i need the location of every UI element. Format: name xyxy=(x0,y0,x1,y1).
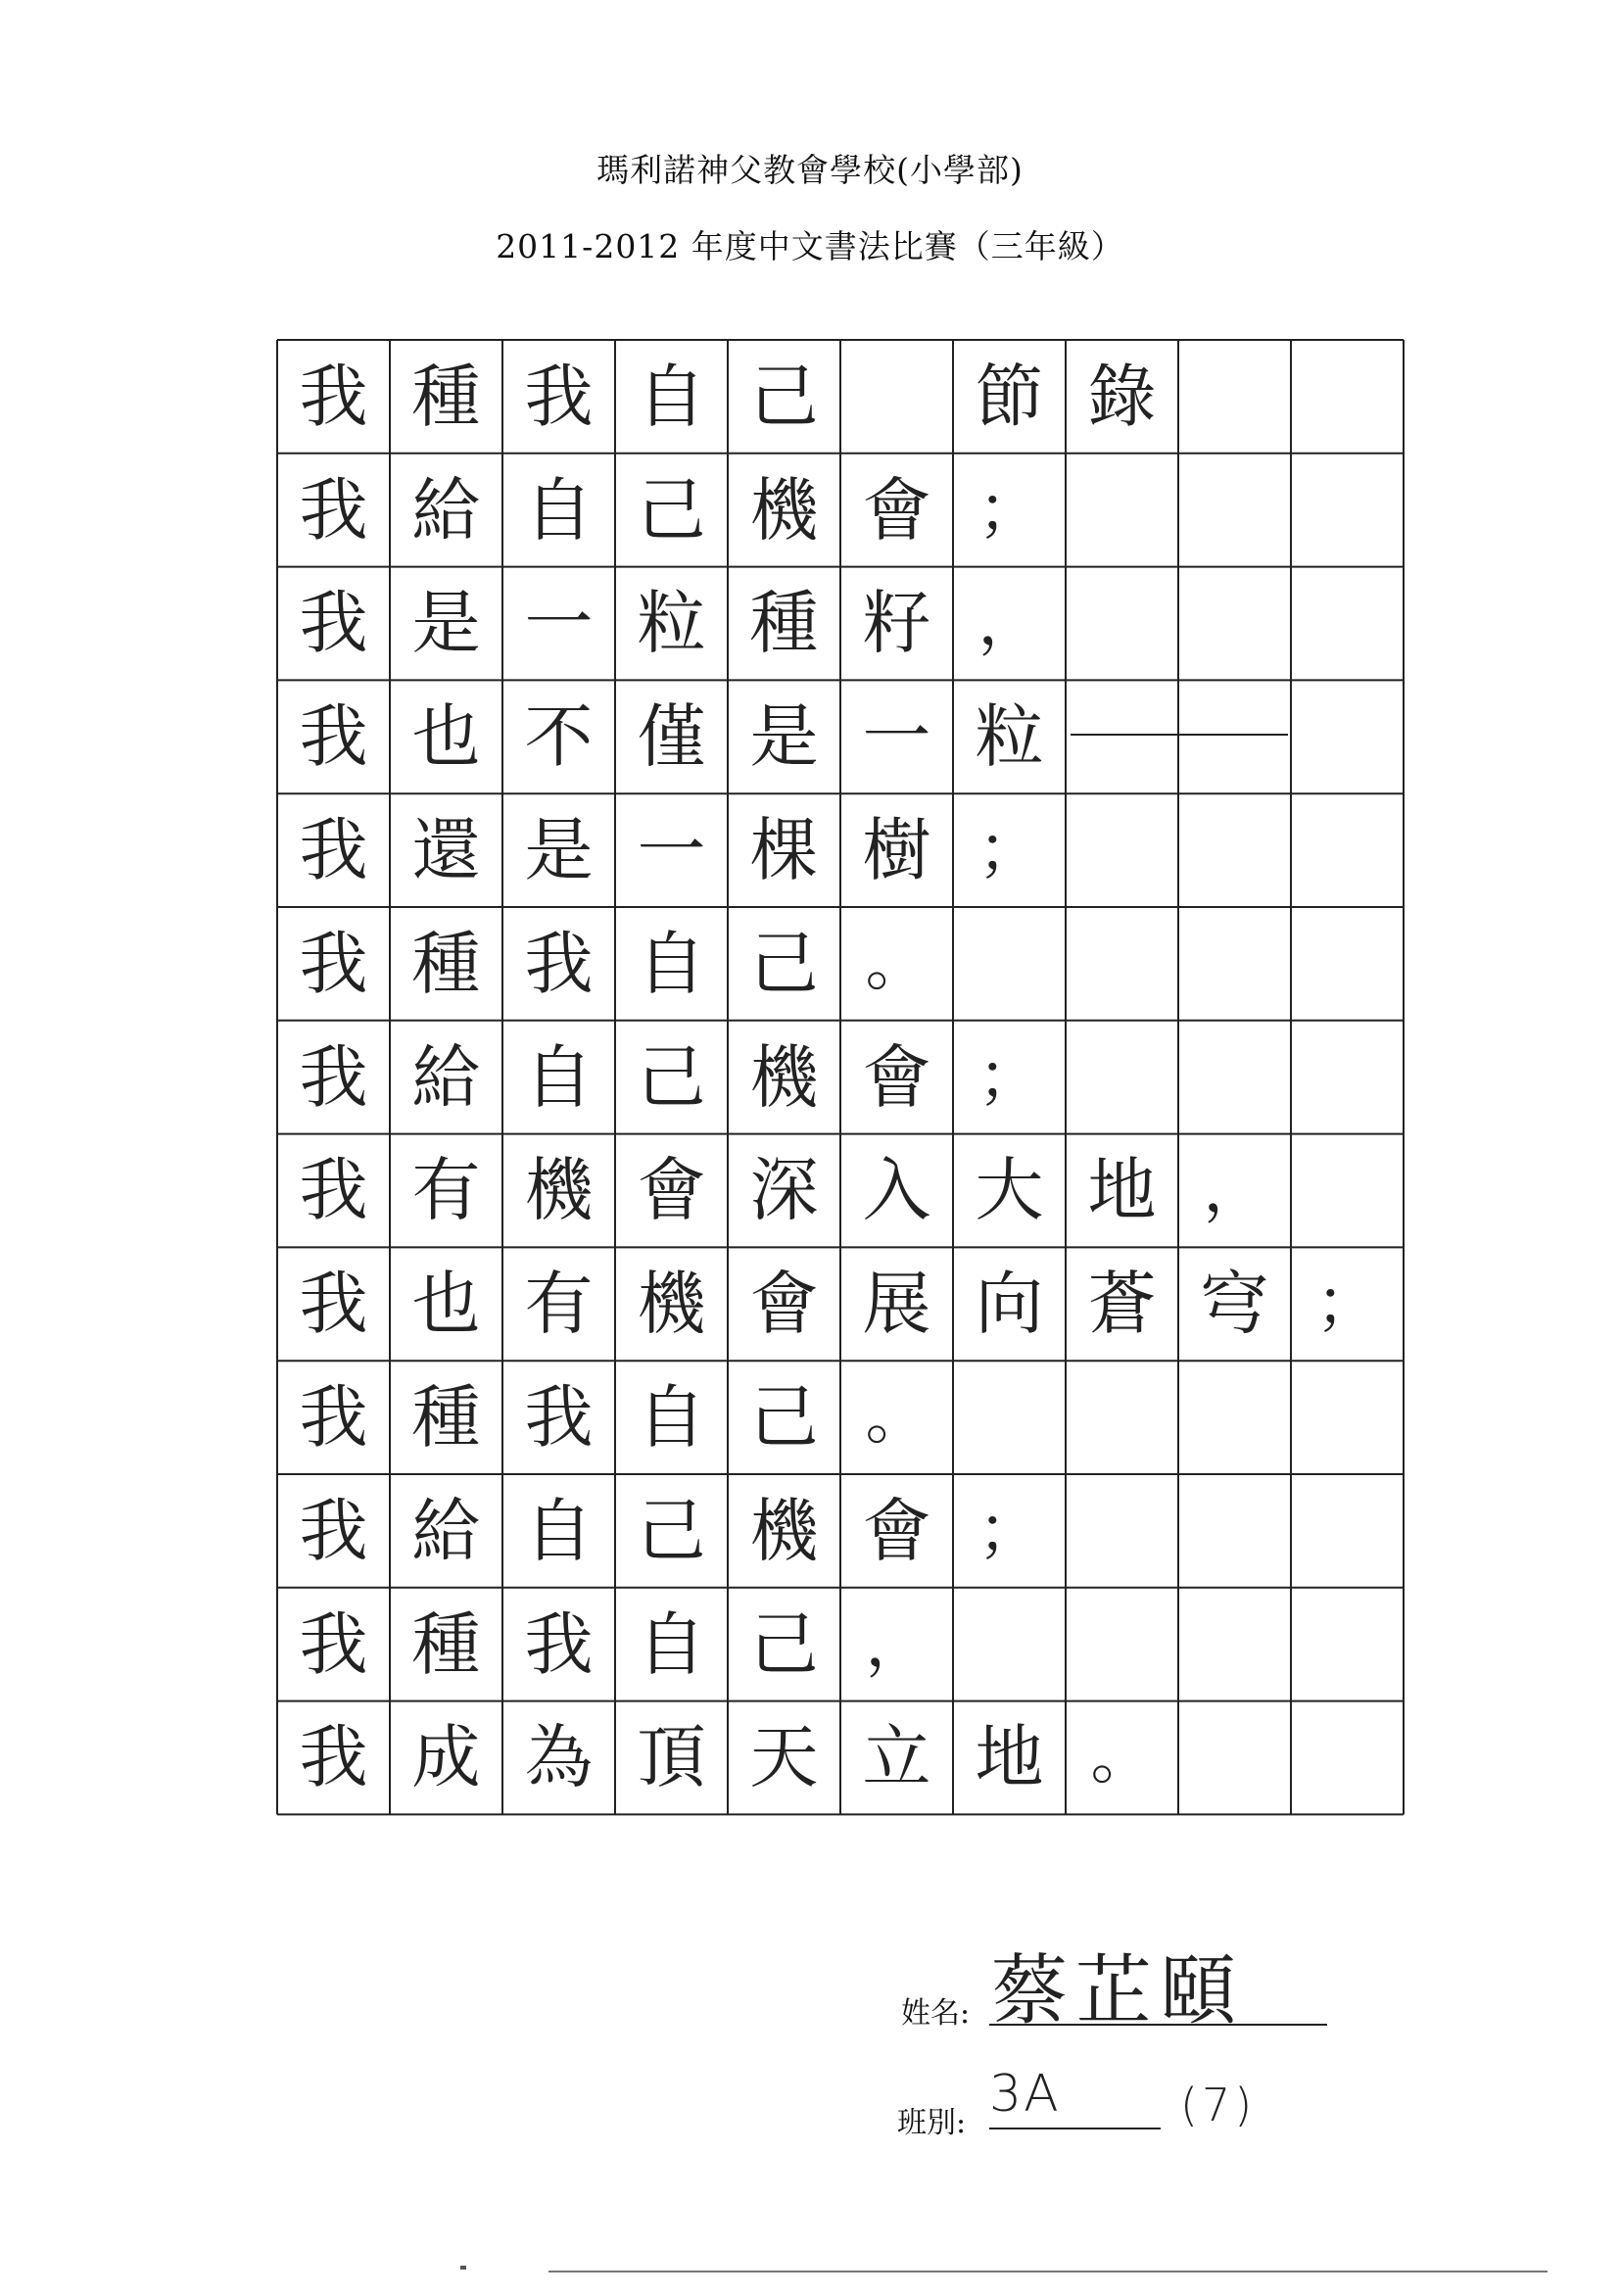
grid-cell: 成 xyxy=(411,1717,481,1798)
grid-cell: 自 xyxy=(637,1603,706,1685)
grid-cell xyxy=(1178,567,1291,681)
grid-cell xyxy=(1178,793,1291,907)
grid-cell: 我 xyxy=(299,1490,368,1571)
grid-cell: 自 xyxy=(524,1490,594,1571)
grid-cell: 我 xyxy=(299,696,368,778)
grid-cell: 會 xyxy=(862,1490,931,1571)
grid-cell: 地 xyxy=(1087,1150,1157,1231)
grid-cell: 種 xyxy=(411,1377,481,1459)
grid-cell: 己 xyxy=(749,356,819,437)
grid-cell xyxy=(1178,1474,1291,1588)
footer-rule xyxy=(548,2271,1548,2272)
grid-cell: 不 xyxy=(524,696,594,778)
grid-cell xyxy=(1178,1361,1291,1474)
grid-cell: 自 xyxy=(637,1377,706,1459)
class-number: (7) xyxy=(1180,2079,1257,2131)
grid-cell: 自 xyxy=(524,1036,594,1118)
grid-cell: 頂 xyxy=(637,1717,706,1798)
grid-cell: 我 xyxy=(524,923,594,1004)
grid-cell: 己 xyxy=(637,1036,706,1118)
grid-cell: 錄 xyxy=(1087,356,1157,437)
grid-cell xyxy=(1178,454,1291,567)
grid-cell: 我 xyxy=(299,469,368,550)
grid-cell: ； xyxy=(977,473,1041,547)
grid-cell: 我 xyxy=(524,1603,594,1685)
grid-cell xyxy=(1178,340,1291,454)
grid-cell: ； xyxy=(977,814,1041,887)
grid-cell: ； xyxy=(977,1494,1041,1567)
grid-cell xyxy=(1066,793,1178,907)
class-underline xyxy=(989,2128,1161,2129)
grid-cell: 穹 xyxy=(1200,1264,1269,1345)
grid-cell xyxy=(1291,454,1404,567)
grid-cell xyxy=(1178,1021,1291,1134)
grid-cell xyxy=(840,340,953,454)
school-title: 瑪利諾神父教會學校(小學部) xyxy=(596,151,1024,189)
grid-cell xyxy=(1291,1701,1404,1815)
grid-cell: 。 xyxy=(1090,1721,1154,1794)
footer-mark xyxy=(460,2266,466,2270)
grid-cell: 機 xyxy=(749,1490,819,1571)
grid-cell xyxy=(1291,1021,1404,1134)
grid-cell: 種 xyxy=(411,356,481,437)
grid-cell: 粒 xyxy=(637,583,706,664)
class-value: 3A xyxy=(989,2065,1061,2124)
grid-cell xyxy=(1066,907,1178,1021)
grid-cell: 棵 xyxy=(749,810,819,891)
grid-cell: ； xyxy=(1315,1268,1379,1341)
grid-cell: 會 xyxy=(637,1150,706,1231)
grid-cell xyxy=(1291,680,1404,793)
grid-cell: 我 xyxy=(299,1036,368,1118)
grid-cell: 向 xyxy=(975,1264,1044,1345)
grid-cell xyxy=(953,1588,1066,1701)
grid-cell: 我 xyxy=(299,356,368,437)
grid-cell: 。 xyxy=(865,1381,929,1455)
grid-cell: 我 xyxy=(299,1377,368,1459)
grid-cell: 會 xyxy=(862,1036,931,1118)
grid-cell: 。 xyxy=(865,927,929,1000)
grid-cell: 地 xyxy=(975,1717,1044,1798)
grid-cell: 己 xyxy=(637,469,706,550)
grid-cell: 展 xyxy=(862,1264,931,1345)
grid-cell: 也 xyxy=(411,1264,481,1345)
grid-cell: 大 xyxy=(975,1150,1044,1231)
grid-cell: 天 xyxy=(749,1717,819,1798)
grid-cell: 立 xyxy=(862,1717,931,1798)
grid-cell: 自 xyxy=(637,356,706,437)
name-label: 姓名: xyxy=(901,1996,971,2031)
grid-cell: 是 xyxy=(749,696,819,778)
grid-cell: 我 xyxy=(299,583,368,664)
grid-cell: 一 xyxy=(637,810,706,891)
grid-cell: 給 xyxy=(411,469,481,550)
grid-cell: 有 xyxy=(411,1150,481,1231)
grid-cell xyxy=(1066,1361,1178,1474)
grid-cell: ， xyxy=(1203,1154,1266,1227)
grid-cell xyxy=(1291,907,1404,1021)
grid-cell xyxy=(1066,1021,1178,1134)
grid-cell xyxy=(953,907,1066,1021)
contest-title: 2011-2012 年度中文書法比賽（三年級） xyxy=(496,227,1124,265)
continuation-dash xyxy=(1071,734,1288,736)
grid-cell: 我 xyxy=(299,1264,368,1345)
grid-cell: ， xyxy=(865,1607,929,1681)
grid-cell xyxy=(1291,340,1404,454)
grid-cell: 深 xyxy=(749,1150,819,1231)
grid-cell: 僅 xyxy=(637,696,706,778)
grid-cell: 我 xyxy=(299,923,368,1004)
grid-cell: 己 xyxy=(749,923,819,1004)
grid-cell: 籽 xyxy=(862,583,931,664)
grid-cell: 給 xyxy=(411,1036,481,1118)
grid-cell xyxy=(1066,454,1178,567)
grid-cell: 種 xyxy=(749,583,819,664)
grid-cell xyxy=(1291,1134,1404,1248)
grid-cell: 我 xyxy=(299,1150,368,1231)
grid-cell: 我 xyxy=(299,810,368,891)
grid-cell xyxy=(1066,1474,1178,1588)
grid-cell xyxy=(1178,907,1291,1021)
class-label: 班別: xyxy=(897,2106,967,2140)
grid-cell xyxy=(1291,1361,1404,1474)
grid-cell: 也 xyxy=(411,696,481,778)
grid-cell: 是 xyxy=(411,583,481,664)
student-name: 蔡芷頤 xyxy=(991,1947,1245,2035)
grid-cell: 還 xyxy=(411,810,481,891)
grid-cell xyxy=(953,1361,1066,1474)
grid-cell: 樹 xyxy=(862,810,931,891)
grid-cell: 一 xyxy=(862,696,931,778)
grid-cell xyxy=(1066,680,1178,793)
grid-cell xyxy=(1291,793,1404,907)
grid-cell: ， xyxy=(977,587,1041,660)
grid-cell: 我 xyxy=(299,1717,368,1798)
grid-cell: 種 xyxy=(411,1603,481,1685)
grid-cell: 我 xyxy=(524,356,594,437)
grid-cell: 會 xyxy=(749,1264,819,1345)
grid-cell: 我 xyxy=(299,1603,368,1685)
grid-cell xyxy=(1291,1588,1404,1701)
grid-cell: 己 xyxy=(749,1377,819,1459)
grid-cell: 入 xyxy=(862,1150,931,1231)
grid-cell: 機 xyxy=(749,1036,819,1118)
grid-cell xyxy=(1178,680,1291,793)
grid-cell xyxy=(1066,567,1178,681)
grid-cell: 蒼 xyxy=(1087,1264,1157,1345)
grid-cell xyxy=(1291,1474,1404,1588)
name-underline xyxy=(989,2024,1327,2026)
grid-cell: 機 xyxy=(637,1264,706,1345)
grid-cell: 給 xyxy=(411,1490,481,1571)
grid-cell: 會 xyxy=(862,469,931,550)
grid-cell: 我 xyxy=(524,1377,594,1459)
grid-cell: 機 xyxy=(524,1150,594,1231)
grid-cell: ； xyxy=(977,1040,1041,1114)
grid-cell xyxy=(1066,1588,1178,1701)
grid-cell: 一 xyxy=(524,583,594,664)
grid-cell: 粒 xyxy=(975,696,1044,778)
grid-cell: 節 xyxy=(975,356,1044,437)
grid-cell: 是 xyxy=(524,810,594,891)
grid-cell: 己 xyxy=(749,1603,819,1685)
grid-cell: 自 xyxy=(524,469,594,550)
grid-cell: 機 xyxy=(749,469,819,550)
grid-cell xyxy=(1178,1701,1291,1815)
grid-cell xyxy=(1291,567,1404,681)
grid-cell xyxy=(1178,1588,1291,1701)
grid-cell: 自 xyxy=(637,923,706,1004)
grid-cell: 為 xyxy=(524,1717,594,1798)
grid-cell: 有 xyxy=(524,1264,594,1345)
grid-cell: 己 xyxy=(637,1490,706,1571)
grid-cell: 種 xyxy=(411,923,481,1004)
